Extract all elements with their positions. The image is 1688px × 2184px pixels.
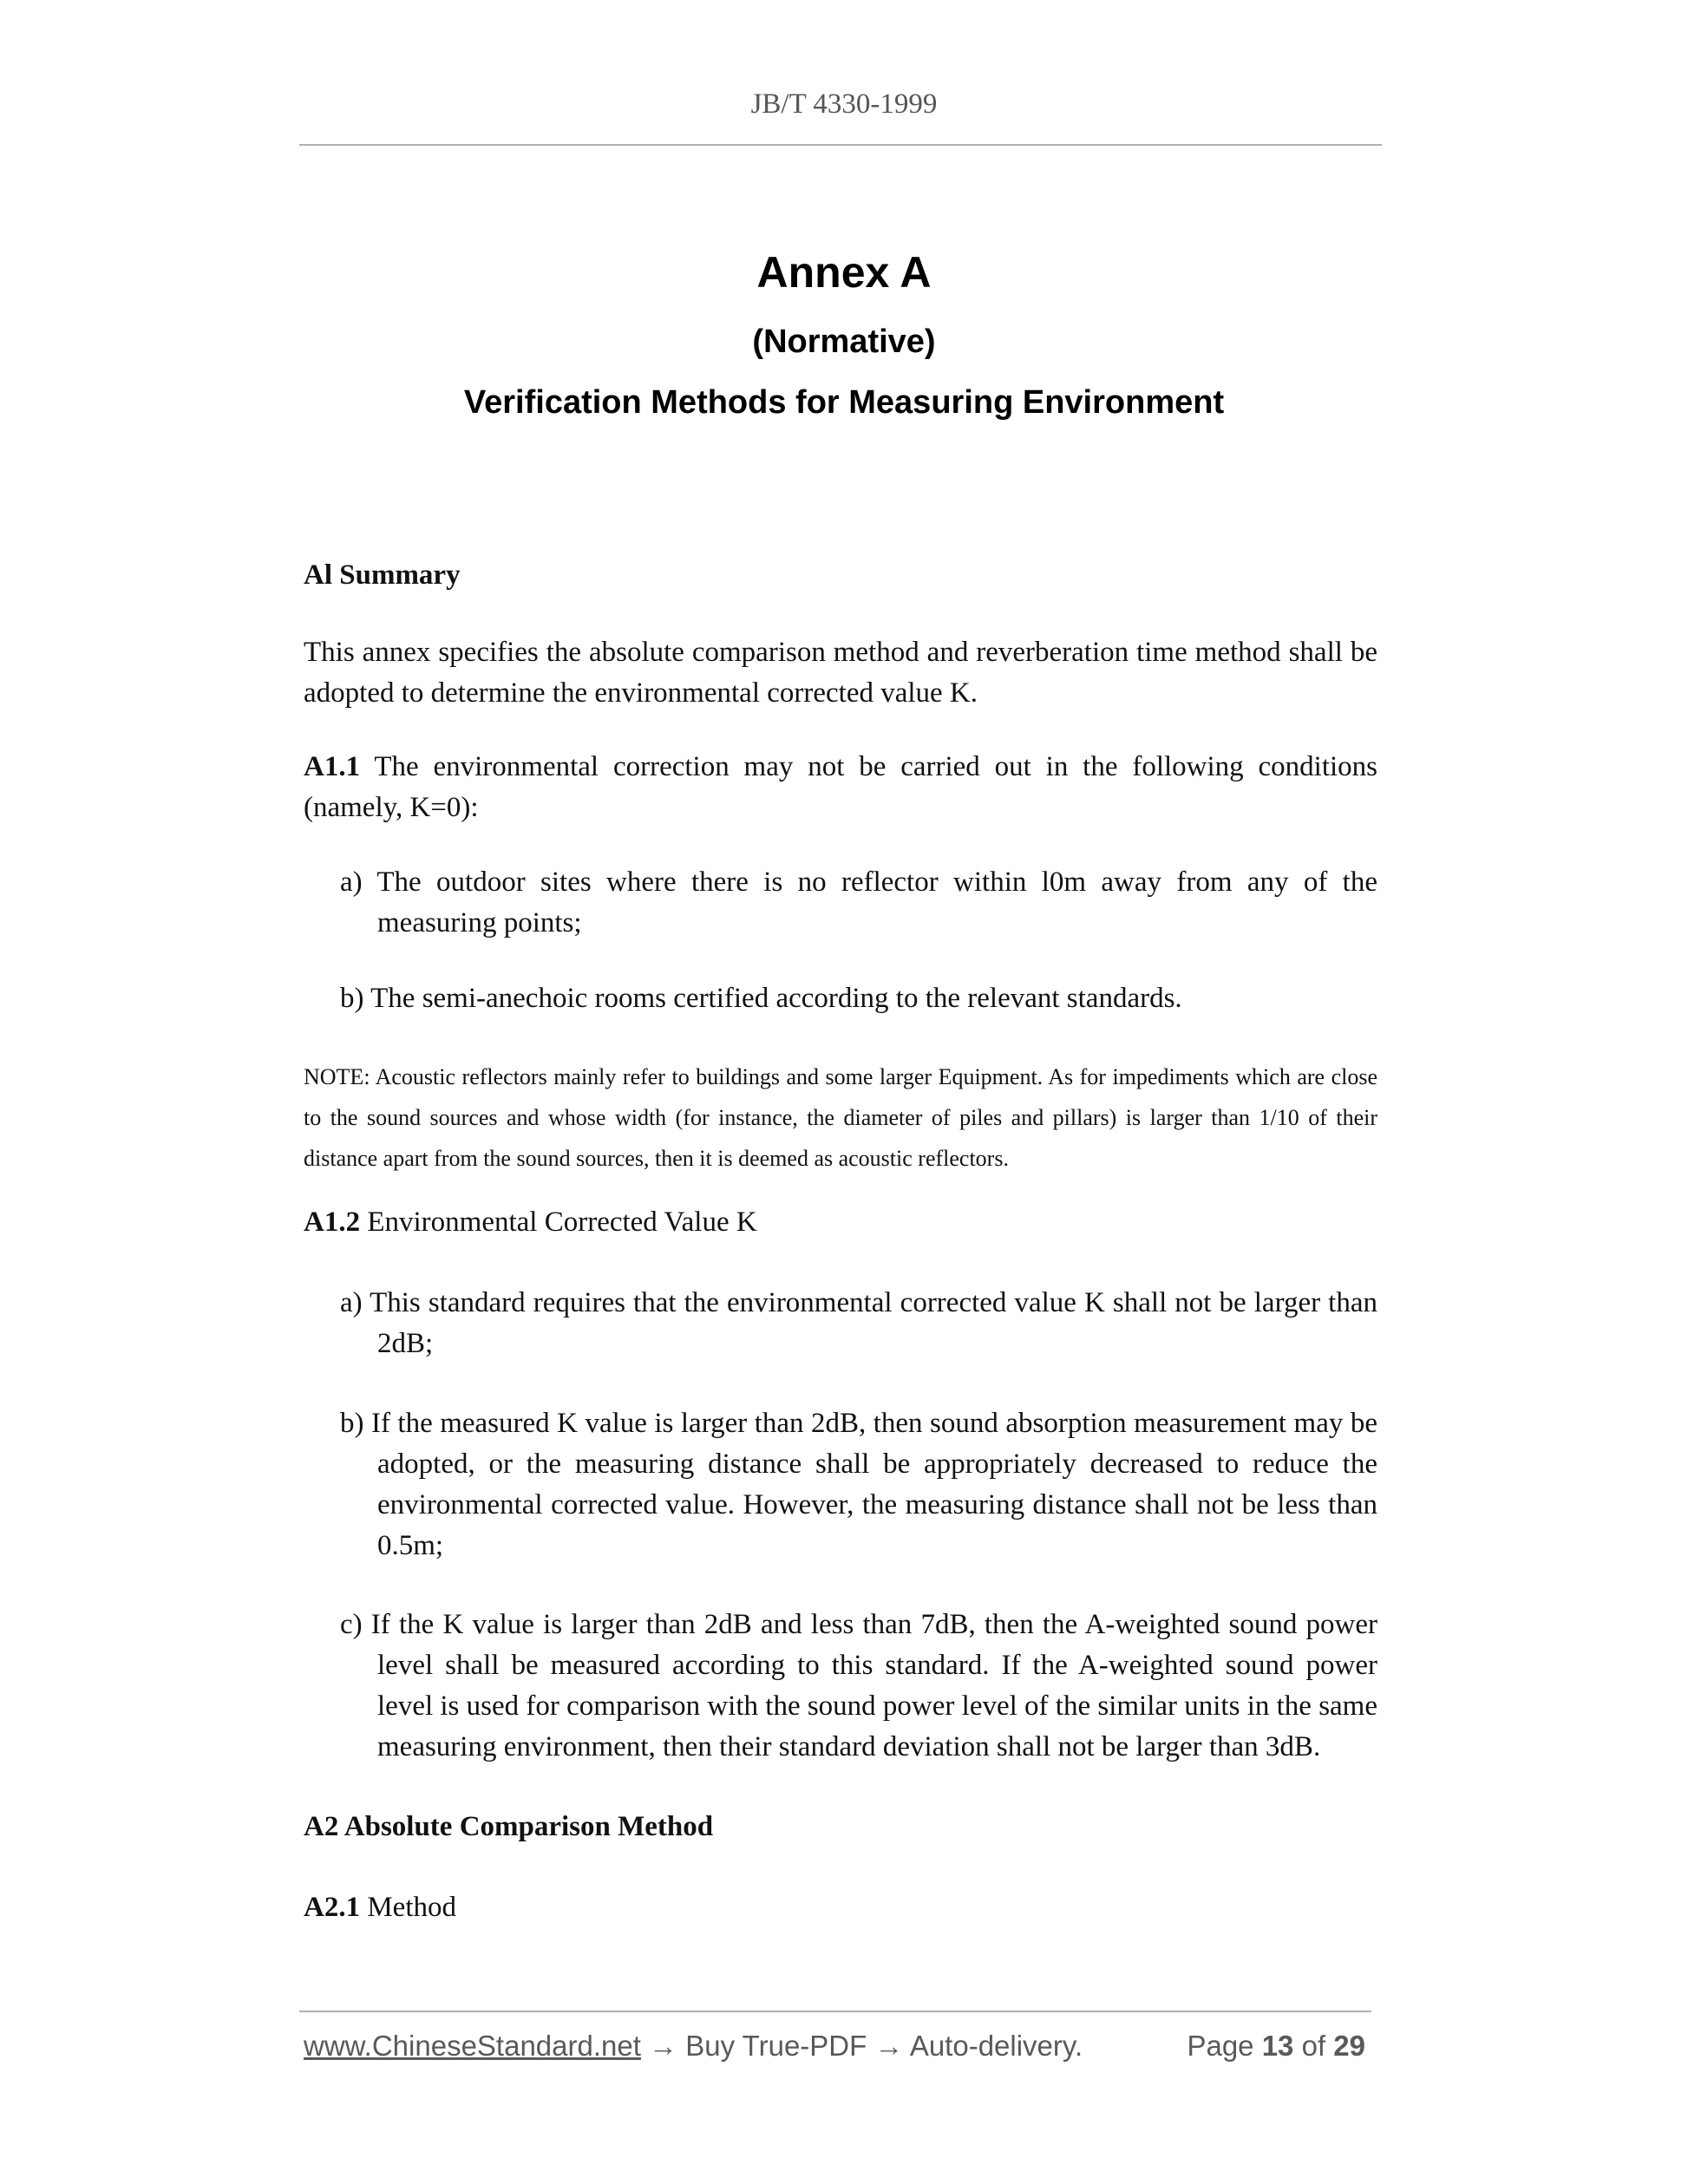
section-a1-heading: Al Summary — [304, 559, 461, 591]
footer-divider — [299, 2011, 1371, 2012]
list-item: a) This standard requires that the environmental corrected value K shall not be larger than 2dB; — [340, 1287, 1377, 1359]
running-header: JB/T 4330-1999 — [750, 88, 938, 120]
list-item: b) If the measured K value is larger than 2dB, then sound absorption measurement may be adopted, or the measuring distance shall be appropriately decreased to reduce the environmental corrected value. However, the measuring distance shall not be less than 0.5m; — [340, 1408, 1377, 1561]
clause-a1-1 — [304, 747, 1377, 828]
list-item: b) The semi-anechoic rooms certified according to the relevant standards. — [340, 983, 1182, 1014]
clause-number: A1.2 — [304, 1206, 361, 1238]
annex-subtitle: (Normative) — [752, 324, 936, 360]
note-text: NOTE: Acoustic reflectors mainly refer to buildings and some larger Equipment. As for impediments which are close to the sound sources and whose width (for instance, the diameter of piles and pillars) is larger than 1/10 of their distance apart from the sound sources, then it is deemed as acoustic reflectors. — [304, 1064, 1377, 1171]
total-pages: 29 — [1333, 2030, 1365, 2062]
site-link[interactable]: www.ChineseStandard.net — [304, 2030, 641, 2062]
page-footer — [304, 2030, 1376, 2063]
list-item: c) If the K value is larger than 2dB and less than 7dB, then the A-weighted sound power level shall be measured according to this standard. If the A-weighted sound power level is used for comparison with the sound power level of the similar units in the same measuring environment, then their standard deviation shall not be larger than 3dB. — [340, 1609, 1377, 1762]
section-a2-heading: A2 Absolute Comparison Method — [304, 1811, 714, 1842]
page-number: Page 13 of 29 — [1187, 2030, 1365, 2062]
clause-number: A1.1 — [304, 751, 361, 782]
current-page: 13 — [1261, 2030, 1294, 2062]
clause-a2-1 — [304, 1887, 1377, 1928]
clause-text: The environmental correction may not be carried out in the following conditions (namely, K=0): — [304, 751, 1377, 823]
annex-heading: Verification Methods for Measuring Environment — [463, 384, 1225, 421]
clause-text: Method — [360, 1892, 457, 1923]
annex-title: Annex A — [756, 248, 932, 297]
section-a1-paragraph: This annex specifies the absolute comparison method and reverberation time method shall be adopted to determine the environmental corrected value K. — [304, 637, 1377, 709]
header-divider — [299, 144, 1382, 146]
clause-text: Environmental Corrected Value K — [360, 1206, 757, 1238]
footer-tagline: → Buy True-PDF → Auto-delivery. — [640, 2030, 1083, 2062]
clause-number: A2.1 — [304, 1892, 361, 1923]
list-item: a) The outdoor sites where there is no reflector within l0m away from any of the measuring points; — [340, 866, 1377, 938]
clause-a1-2 — [304, 1202, 1377, 1243]
